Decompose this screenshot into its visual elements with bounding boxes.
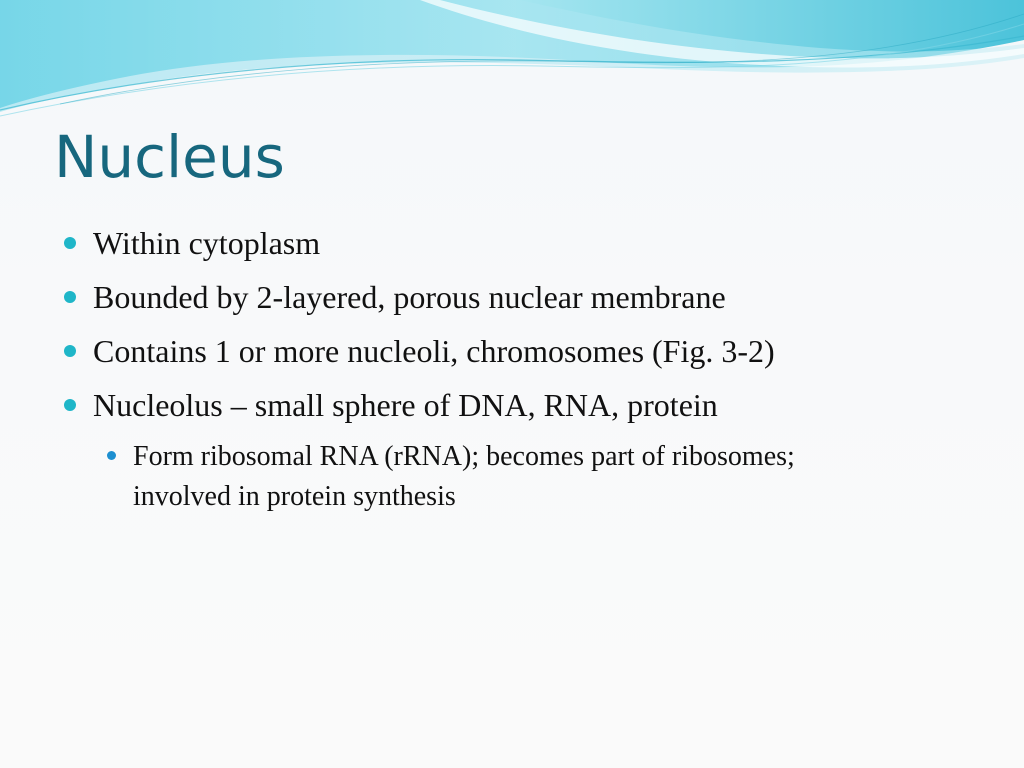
bullet-list bbox=[64, 225, 964, 535]
bullet-text: Within cytoplasm bbox=[93, 225, 321, 261]
bullet-dot-icon bbox=[64, 345, 76, 357]
slide-title: Nucleus bbox=[54, 123, 285, 191]
header-wave-decoration bbox=[0, 0, 1024, 130]
bullet-dot-icon bbox=[64, 399, 76, 411]
sub-bullet-dot-icon bbox=[107, 451, 116, 460]
bullet-text: Contains 1 or more nucleoli, chromosomes (Fig. 3-2) bbox=[93, 333, 775, 369]
sub-bullet-item bbox=[105, 437, 833, 517]
bullet-item bbox=[64, 279, 964, 315]
sub-bullet-text: Form ribosomal RNA (rRNA); becomes part of ribosomes; involved in protein synthesis bbox=[133, 441, 795, 512]
bullet-item bbox=[64, 225, 964, 261]
bullet-dot-icon bbox=[64, 291, 76, 303]
sub-bullet-list bbox=[105, 437, 964, 517]
bullet-item bbox=[64, 387, 964, 517]
bullet-dot-icon bbox=[64, 237, 76, 249]
bullet-item bbox=[64, 333, 964, 369]
bullet-text: Bounded by 2-layered, porous nuclear membrane bbox=[93, 279, 726, 315]
bullet-text: Nucleolus – small sphere of DNA, RNA, protein bbox=[93, 387, 718, 423]
